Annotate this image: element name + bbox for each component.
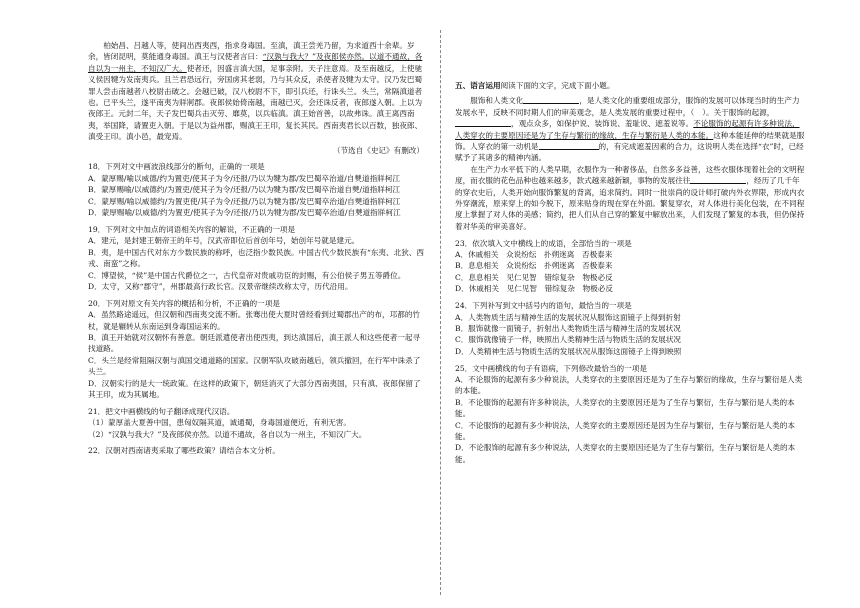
question-18-option-b: B．蒙厚赐喻/以威德约/为置吏/使其子为令/还报/乃以为犍为郡/发巴蜀卒治道自僰/道指牂柯江 <box>88 185 401 195</box>
passage-text: 使者还，因盛言滇大国，足事亲附。天子注意焉。及至南越反，上使驰义侯因犍为发南夷兵。且兰君恐远行，旁国虏其老弱，乃与其众反，杀使者及犍为太守。汉乃发巴蜀罪人尝击南越者八校尉击破之。会越已破，汉八校尉不下，即引兵还，行诛头兰。头兰，常隔滇道者也。已平头兰，遂平南夷为牂牁郡。夜郎侯始倚南越，南越已灭，会还诛反者，夜郎遂入朝。上以为夜郎王。元封二年，天子发巴蜀兵击灭劳、靡莫，以兵临滇。滇王始首善，以故弗诛。滇王离西南夷，举国降，请置吏入朝。于是以为益州郡，赐滇王王印，复长其民。西南夷君长以百数，独夜郎、滇受王印。滇小邑，最宠焉。 <box>88 63 423 142</box>
question-18-stem: 18．下列对文中画波浪线部分的断句，正确的一项是 <box>88 162 265 172</box>
question-21-item-2: （2）“汉孰与我大？”及夜郎侯亦然。以道不通故，各自以为一州主，不知汉广大。 <box>88 429 367 439</box>
question-25-option-c: C．不论服饰的起源有多少种说法，人类穿衣的主要原因还是因为生存与繁衍，生存与繁衍是人类的本能。 <box>455 420 795 441</box>
left-column <box>88 40 424 457</box>
question-24-stem: 24．下列补写到文中括号内的语句，最恰当的一项是 <box>455 301 632 311</box>
question-19-option-d: D．太守，又称“郡守”，州郡最高行政长官。汉景帝继续改称太守，历代沿用。 <box>88 281 353 291</box>
section-title: 五、语言运用 <box>455 81 501 90</box>
passage-text: 的，有完成遮羞因素的合力，这说明人类在选择“衣”时，已经赋予了其诸多的精神内涵。 <box>455 142 804 163</box>
question-22-stem: 22．汉朝对西南诸夷采取了哪些政策？请结合本文分析。 <box>88 446 280 456</box>
passage-text: 柏始昌、吕越人等，使间出西夷西，指求身毒国。至滇，滇王尝羌乃留，为求道西十余辈。岁余，皆闭昆明，莫能通身毒国。滇王与汉使者言曰： <box>88 41 415 62</box>
question-20-option-a: A．虽然路途遥远，但汉朝和西南夷交流不断。张骞出使大夏时曾经看到过蜀郡出产的布，邛都的竹杖，就是辗转从东南运到身毒国运来的。 <box>88 310 421 331</box>
passage-text: 这种本能延伸的结果就是服饰。人穿衣的第一动机是 <box>455 130 805 152</box>
fill-blank-4 <box>690 175 746 184</box>
question-20-option-d: D．汉朝实行的是大一统政策。在这样的政策下，朝廷消灭了大部分西南夷国，只有滇、夜郎保留了其王印，成为其属地。 <box>88 378 421 399</box>
passage-text: 服饰和人类文化 <box>470 96 524 106</box>
passage-text: ，观点众多，如保护说、装饰说、羞耻说、遮羞说等。 <box>511 119 694 129</box>
question-21-stem: 21．把文中画横线的句子翻译成现代汉语。 <box>88 406 235 416</box>
question-21-item-1: （1）蒙厚盖大夏善中国，患匈奴隔其道，诚通蜀，身毒国道便近，有利无害。 <box>88 418 352 428</box>
question-23-option-d: D．休戚相关 见仁见智 错综复杂 物极必反 <box>455 284 613 294</box>
underlined-sentence: 不论服饰的起源有许多种说法，人类穿衣的主要原因还是为了生存与繁衍的缘故，生存与繁衍是人类的本能。 <box>455 119 800 140</box>
question-20-option-c: C．头兰是经常阻隔汉朝与滇国交通道路的国家。汉朝军队攻破南越后，领兵撤回，在行军中诛杀了头兰。 <box>88 355 421 377</box>
passage-text: ，经历了几千年的穿衣史后，人类开始向服饰繁复的背离，追求简约。同时一批崇尚的设计师打破内外衣界限，形成内衣外穿潮流，原来穿上的如今脱下，原来贴身的现在穿在外面。繁复穿衣，对人体进行美化包装，在不同程度上掌握了对人体的美感；简约，把人们从自己穿的繁复中解放出来，人们发现了繁复的本我，但仍保持着对华美的审美喜好。 <box>455 176 805 231</box>
question-24-option-b: B．服饰就像一面镜子，折射出人类物质生活与精神生活的发展状况 <box>455 323 681 333</box>
question-18-option-a: A．蒙厚赐/喻以威德/约为置吏/使其子为令/还报/乃以为犍为郡/发巴蜀卒治道/自僰道指牂柯江 <box>88 173 400 183</box>
question-23-option-a: A．休戚相关 众说纷纭 扑朔迷离 否极泰来 <box>455 250 613 260</box>
source-note: （节选自《史记》有删改） <box>332 145 424 155</box>
question-24-option-d: D．人类精神生活与物质生活的发展状况从服饰这面镜子上得到映照 <box>455 346 682 356</box>
question-25-option-a: A．不论服饰的起源有多少种说法，人类穿衣的主要原因还是为了生存与繁衍的缘故，生存与繁衍是人类的本能。 <box>455 374 803 396</box>
section-instructions: 阅读下面的文字，完成下面小题。 <box>500 81 615 90</box>
question-19-option-b: B．夷，是中国古代对东方少数民族的称呼，也泛指少数民族。中国古代少数民族有“东夷、北狄、西戎、南蛮”之称。 <box>88 247 424 269</box>
language-passage-paragraph-2 <box>455 164 807 232</box>
question-18-option-c: C．蒙厚赐/喻以威德约/为置吏使/其子为令/还报/乃以为犍为郡/发巴蜀卒治道/自僰道指牂柯江 <box>88 196 401 206</box>
question-19-option-a: A．建元，是封建王朝帝王的年号，汉武帝即位后首创年号，始创年号就是建元。 <box>88 236 360 246</box>
question-23-stem: 23．依次填入文中横线上的成语，全部恰当的一项是 <box>455 238 632 248</box>
passage-text: ）。关于服饰的起源， <box>702 107 775 117</box>
question-18-option-d: D．蒙厚赐喻/以威德/约为置吏/使其子为令/还报/乃以为犍为郡/发巴蜀卒治道/自僰道指牂柯江 <box>88 208 401 218</box>
question-23-option-c: C．息息相关 见仁见智 错综复杂 物极必反 <box>455 272 613 282</box>
passage-text: ，是人类文化的重要组成部分，服饰的发展可以体现当时的生产力发展水平，反映不同时期人们的审美观念，是人类发展的重要过程中，（ <box>455 96 800 117</box>
question-25-option-b: B．不论服饰的起源有许多种说法，人类穿衣的主要原因还是为了生存与繁衍，生存与繁衍是人类的本能。 <box>455 397 795 419</box>
question-20-option-b: B．滇王开始就对汉朝怀有善意。朝廷派遣使者出使西夷，到达滇国后，滇王派人和这些使者一起寻找道路。 <box>88 332 421 354</box>
question-23-option-b: B．息息相关 众说纷纭 扑朔迷离 否极泰来 <box>455 261 613 271</box>
column-divider <box>440 30 441 595</box>
question-24-option-c: C．服饰就像镜子一样，映照出人类精神生活与物质生活的发展状况 <box>455 335 682 345</box>
fill-blank-1 <box>523 95 579 104</box>
passage-paragraph <box>88 40 424 143</box>
question-19-option-c: C．博望侯，“侯”是中国古代爵位之一，古代皇帝对贵戚功臣的封赐，有公伯侯子男五等爵位。 <box>88 270 406 280</box>
fill-blank-3 <box>539 141 599 150</box>
section-header <box>455 80 807 91</box>
right-column <box>455 40 807 465</box>
underlined-sentence: “汉孰与我大？”及夜郎侯亦然。以道不通故，各自以为一州主，不知汉广大。 <box>88 52 423 73</box>
question-24-option-a: A．人类物质生活与精神生活的发展状况从服饰这面镜子上得到折射 <box>455 312 681 322</box>
question-25-option-d: D．不论服饰的起源有多少种说法，人类穿衣的主要原因还是为了生存与繁衍，生存与繁衍是人类的本能。 <box>455 443 796 464</box>
passage-text: 在生产力水平低下的人类早期，衣服作为一种奢侈品，自然多多益善，这些衣服体现着社会的文明程度，而衣服的花色品种也越来越多，款式越来越新颖，事物的发展往往 <box>455 164 805 186</box>
language-passage-paragraph-1 <box>455 95 807 163</box>
question-25-stem: 25．文中画横线的句子有语病，下列修改最恰当的一项是 <box>455 363 647 373</box>
question-20-stem: 20．下列对原文有关内容的概括和分析，不正确的一项是 <box>88 298 280 308</box>
question-19-stem: 19．下列对文中加点的词语相关内容的解说，不正确的一项是 <box>88 224 296 234</box>
fill-blank-2 <box>455 118 511 127</box>
